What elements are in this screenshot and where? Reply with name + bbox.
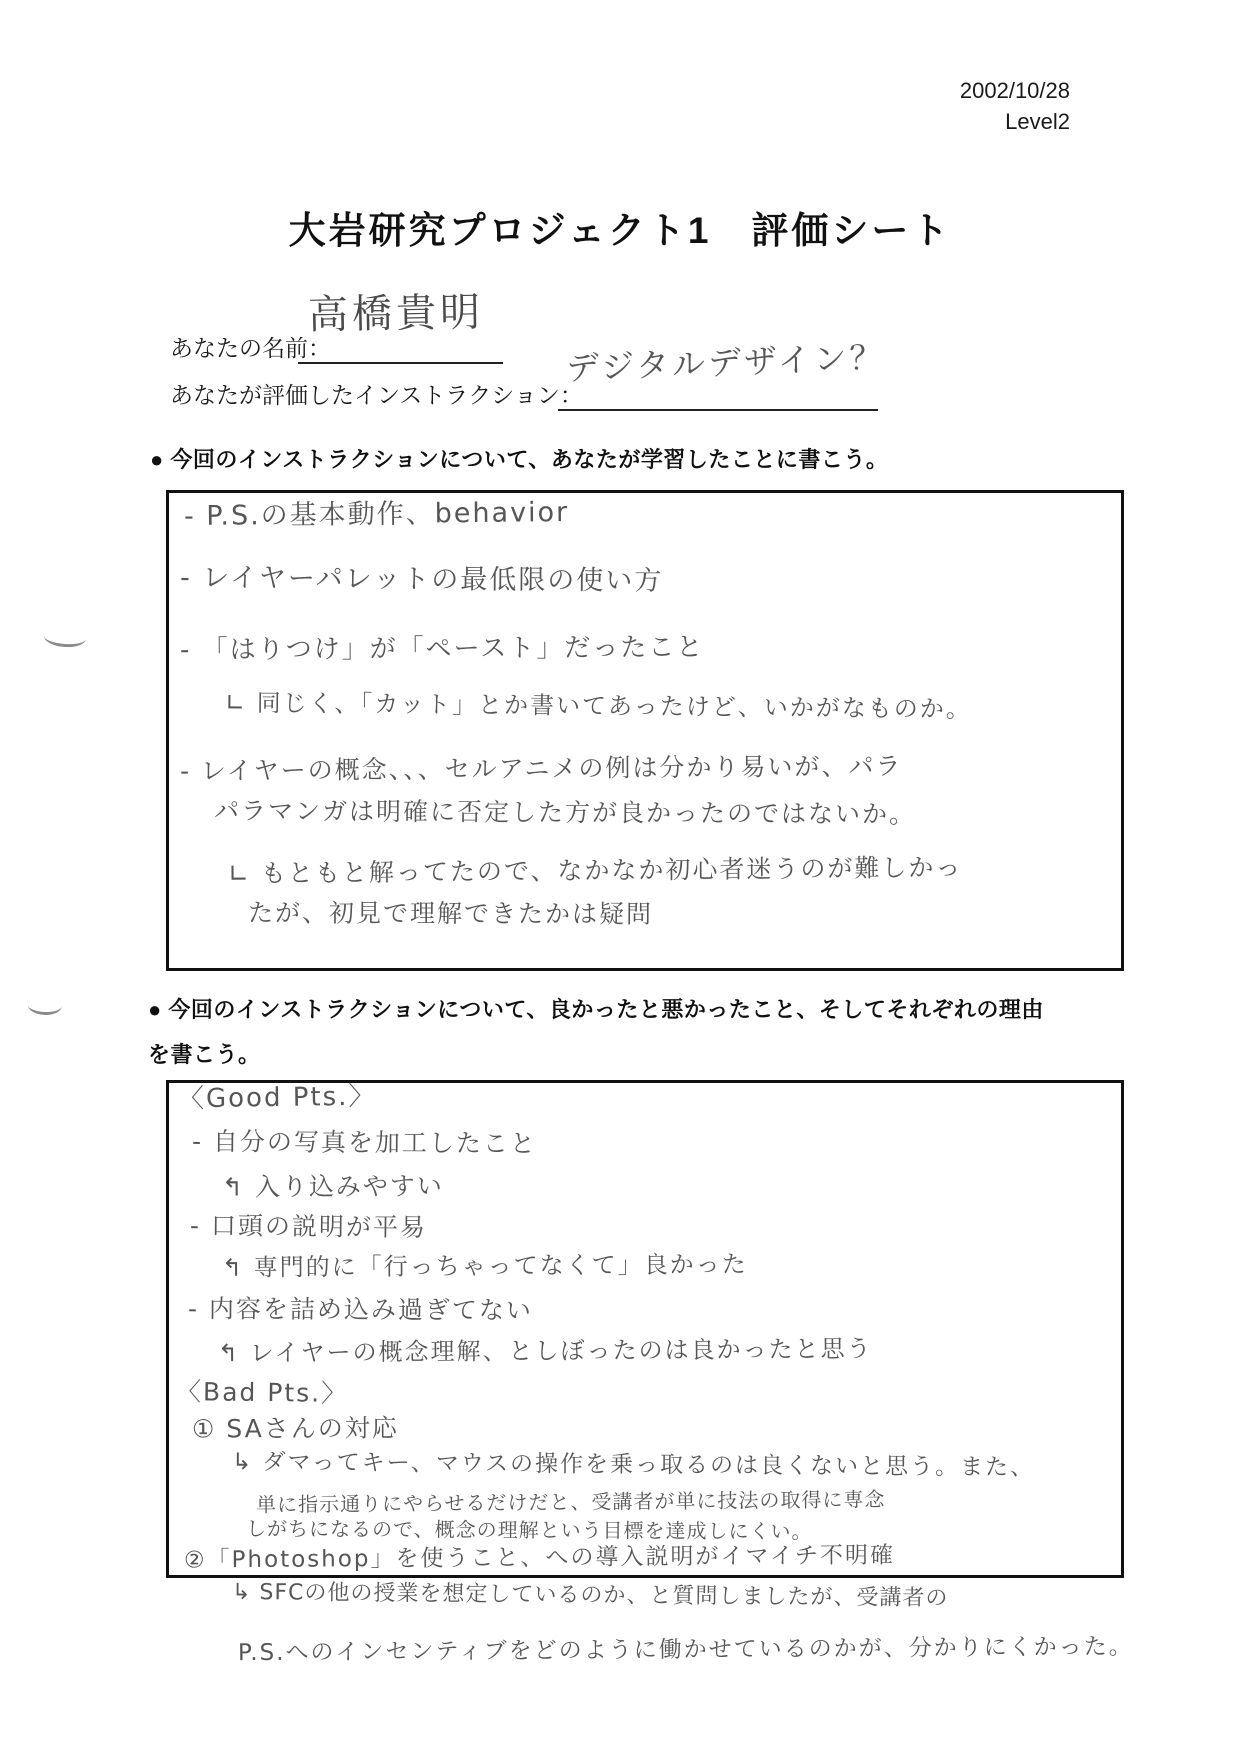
handwritten-line: パラマンガは明確に否定した方が良かったのではないか。	[213, 796, 917, 829]
handwritten-line: - 口頭の説明が平易	[189, 1210, 428, 1243]
section1-prompt: ● 今回のインストラクションについて、あなたが学習したことに書こう。	[150, 447, 889, 472]
handwritten-line: ↰ 入り込みやすい	[221, 1171, 444, 1202]
handwritten-line: ↰ レイヤーの概念理解、としぼったのは良かったと思う	[217, 1334, 873, 1368]
name-field	[170, 330, 331, 363]
handwritten-line: ∟ 同じく、「カット」とか書いてあったけど、いかがなものか。	[224, 688, 972, 724]
handwritten-line: ↳ ダマってキー、マウスの操作を乗っ取るのは良くないと思う。また、	[231, 1449, 1036, 1481]
handwritten-line: たが、初見で理解できたかは疑問	[247, 898, 654, 929]
handwritten-line: ↳ SFCの他の授業を想定しているのか、と質問しましたが、受講者の	[231, 1579, 949, 1612]
handwritten-line: ↰ 専門的に「行っちゃってなくて」良かった	[221, 1250, 748, 1282]
pen-mark	[43, 627, 86, 649]
instruction-label: あなたが評価したインストラクション：	[170, 382, 583, 408]
section2-prompt-line2: を書こう。	[148, 1042, 261, 1067]
handwritten-line: - P.S.の基本動作、behavior	[183, 496, 570, 533]
pen-mark	[28, 995, 63, 1015]
instruction-field	[170, 377, 583, 410]
handwritten-line: ∟ もともと解ってたので、なかなか初心者迷うのが難しかっ	[227, 852, 963, 889]
handwritten-line: ① SAさんの対応	[191, 1413, 399, 1444]
date-text: 2002/10/28	[959, 78, 1070, 103]
handwritten-line: しがちになるので、概念の理解という目標を達成しにくい。	[245, 1516, 813, 1544]
page-title: 大岩研究プロジェクト1 評価シート	[288, 210, 952, 251]
name-underline	[298, 362, 503, 364]
handwritten-footnote: P.S.へのインセンティブをどのように働かせているのかが、分かりにくかった。	[237, 1633, 1134, 1667]
instruction-underline	[558, 409, 878, 411]
level-text: Level2	[1005, 108, 1070, 134]
handwritten-line: - 自分の写真を加工したこと	[191, 1126, 538, 1159]
header-meta	[930, 76, 1070, 138]
instruction-value-handwritten: デジタルデザイン？	[565, 337, 887, 388]
handwritten-line: 〈Bad Pts.〉	[175, 1377, 349, 1408]
handwritten-line: 〈Good Pts.〉	[177, 1081, 377, 1115]
handwritten-line: - 「はりつけ」が「ペースト」だったこと	[179, 632, 705, 666]
section2-prompt-line1: ● 今回のインストラクションについて、良かったと悪かったこと、そしてそれぞれの理由	[148, 997, 1044, 1022]
handwritten-line: - レイヤーパレットの最低限の使い方	[179, 562, 664, 597]
handwritten-line: 単に指示通りにやらせるだけだと、受講者が単に技法の取得に専念	[255, 1487, 886, 1517]
handwritten-line: - 内容を詰め込み過ぎてない	[187, 1294, 534, 1325]
name-label: あなたの名前：	[170, 335, 331, 361]
name-value-handwritten: 高橋貴明	[307, 289, 485, 339]
handwritten-line: - レイヤーの概念、、、セルアニメの例は分かり易いが、パラ	[179, 751, 903, 786]
handwritten-line: ②「Photoshop」を使うこと、への導入説明がイマイチ不明確	[183, 1542, 896, 1574]
